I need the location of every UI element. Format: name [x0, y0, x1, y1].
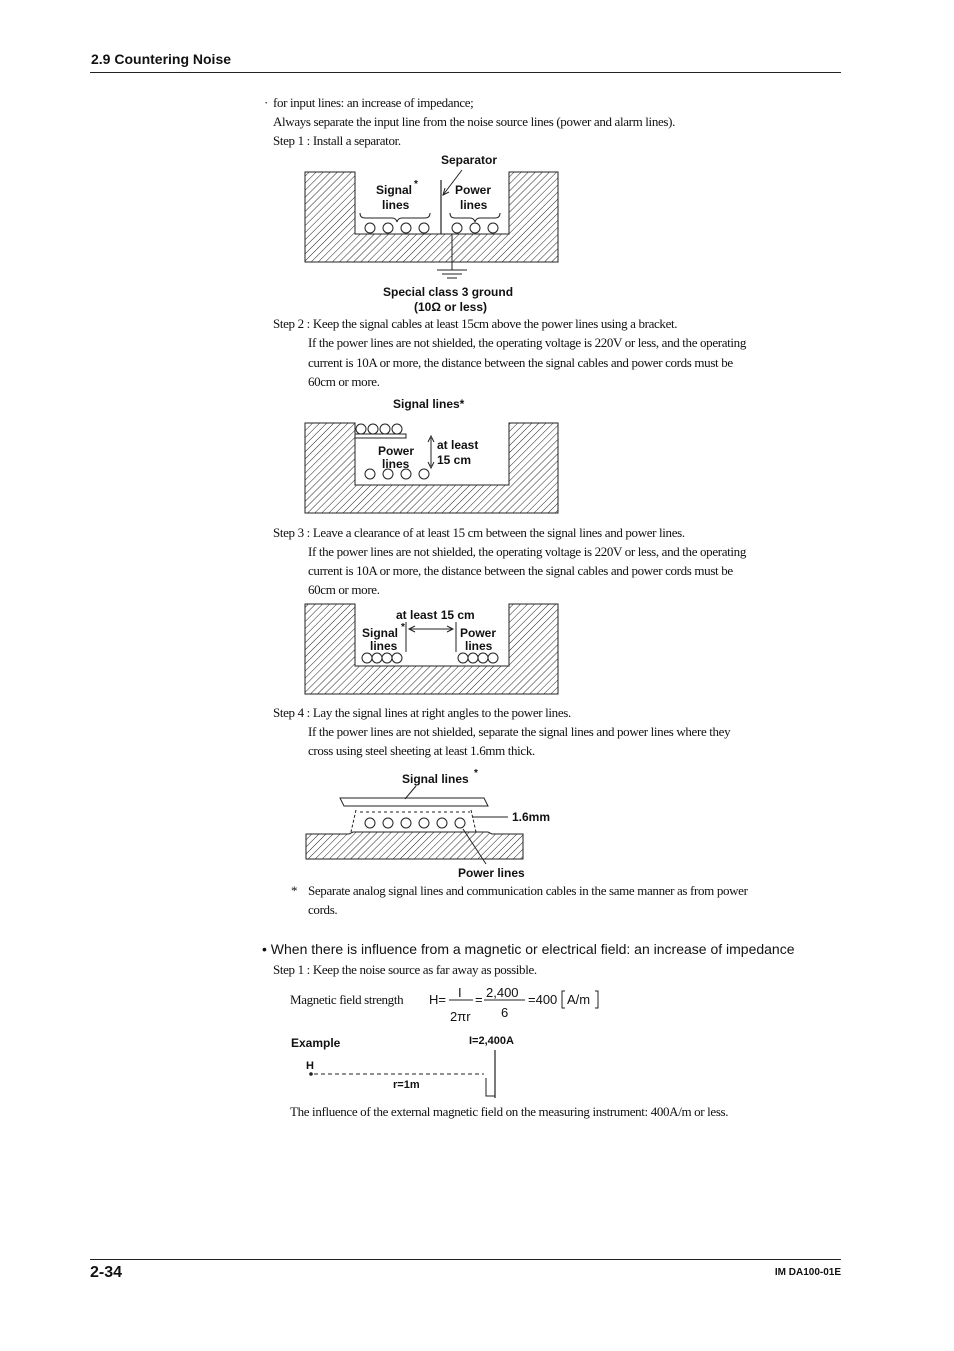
lead-text: for input lines: an increase of impedance; — [273, 95, 474, 110]
signal-lines-label: Signal lines* — [393, 397, 465, 411]
power-lines-label: Power lines — [458, 866, 525, 880]
formula-numerator-1: I — [458, 985, 462, 1000]
signal-lines-label: Signal lines — [402, 772, 469, 786]
step4-note-1: If the power lines are not shielded, separate the signal lines and power lines where they — [308, 724, 731, 739]
asterisk-mark: * — [401, 622, 405, 633]
distance-label-2: 15 cm — [437, 453, 472, 467]
thickness-label: 1.6mm — [512, 810, 551, 824]
formula-label: Magnetic field strength — [290, 992, 404, 1007]
signal-lines-label: Signal — [362, 626, 399, 640]
step1-text: Step 1 : Install a separator. — [273, 133, 401, 148]
example-figure — [285, 1030, 535, 1100]
step2-text: Step 2 : Keep the signal cables at least 15cm above the power lines using a bracket. — [273, 316, 678, 331]
power-lines-label: Power — [455, 183, 492, 197]
formula-h: H= — [429, 992, 446, 1007]
clearance-figure — [300, 598, 565, 698]
step4-text: Step 4 : Lay the signal lines at right angles to the power lines. — [273, 705, 571, 720]
page-number: 2-34 — [90, 1264, 123, 1281]
step2-note-3: 60cm or more. — [308, 374, 380, 389]
step3-note-1: If the power lines are not shielded, the operating voltage is 220V or less, and the operating — [308, 544, 746, 559]
asterisk-mark: * — [414, 179, 418, 190]
formula-result: =400 — [528, 992, 558, 1007]
power-lines-label-2: lines — [465, 639, 493, 653]
intro-text: Always separate the input line from the noise source lines (power and alarm lines). — [273, 114, 675, 129]
step2-note-2: current is 10A or more, the distance between the signal cables and power cords must be — [308, 355, 733, 370]
power-lines-label-2: lines — [460, 198, 488, 212]
ground-label-2: (10Ω or less) — [414, 300, 487, 314]
step3-text: Step 3 : Leave a clearance of at least 15 cm between the signal lines and power lines. — [273, 525, 685, 540]
h-label: H — [306, 1060, 314, 1072]
footer-rule — [90, 1259, 841, 1260]
magnetic-heading: • When there is influence from a magnetic or electrical field: an increase of impedance — [262, 941, 795, 957]
step4-note-2: cross using steel sheeting at least 1.6mm thick. — [308, 743, 535, 758]
power-lines-label: Power — [460, 626, 497, 640]
footnote-mark: * — [291, 883, 298, 898]
distance-label: r=1m — [393, 1079, 420, 1091]
ground-label: Special class 3 ground — [383, 285, 514, 299]
formula-equals: = — [475, 992, 483, 1007]
power-lines-label: Power — [378, 444, 415, 458]
separator-figure — [300, 150, 565, 320]
footnote-text-1: Separate analog signal lines and communication cables in the same manner as from power — [308, 883, 748, 898]
magnetic-step1: Step 1 : Keep the noise source as far away as possible. — [273, 962, 537, 977]
bracket-figure — [300, 392, 565, 518]
signal-lines-label-2: lines — [370, 639, 398, 653]
distance-label: at least 15 cm — [396, 608, 475, 622]
step2-note-1: If the power lines are not shielded, the operating voltage is 220V or less, and the operating — [308, 335, 746, 350]
bullet: · — [264, 95, 268, 110]
current-label: I=2,400A — [469, 1035, 514, 1047]
step3-note-3: 60cm or more. — [308, 582, 380, 597]
header-rule — [90, 72, 841, 73]
asterisk-mark: * — [474, 768, 478, 779]
conclusion-text: The influence of the external magnetic field on the measuring instrument: 400A/m or less. — [290, 1104, 729, 1119]
formula-denominator-2: 6 — [501, 1005, 509, 1020]
signal-lines-label-2: lines — [382, 198, 410, 212]
example-label: Example — [291, 1036, 341, 1050]
separator-label: Separator — [441, 153, 498, 167]
footnote-text-2: cords. — [308, 902, 338, 917]
formula-denominator-1: 2πr — [450, 1009, 471, 1024]
step3-note-2: current is 10A or more, the distance between the signal cables and power cords must be — [308, 563, 733, 578]
formula-unit: A/m — [567, 992, 591, 1007]
document-id: IM DA100-01E — [774, 1267, 841, 1278]
signal-lines-label: Signal — [376, 183, 413, 197]
magnetic-formula — [420, 980, 610, 1028]
steel-sheet-figure — [300, 762, 565, 884]
formula-numerator-2: 2,400 — [486, 985, 519, 1000]
distance-label: at least — [437, 438, 479, 452]
power-lines-label-2: lines — [382, 457, 410, 471]
section-title: 2.9 Countering Noise — [91, 51, 232, 67]
